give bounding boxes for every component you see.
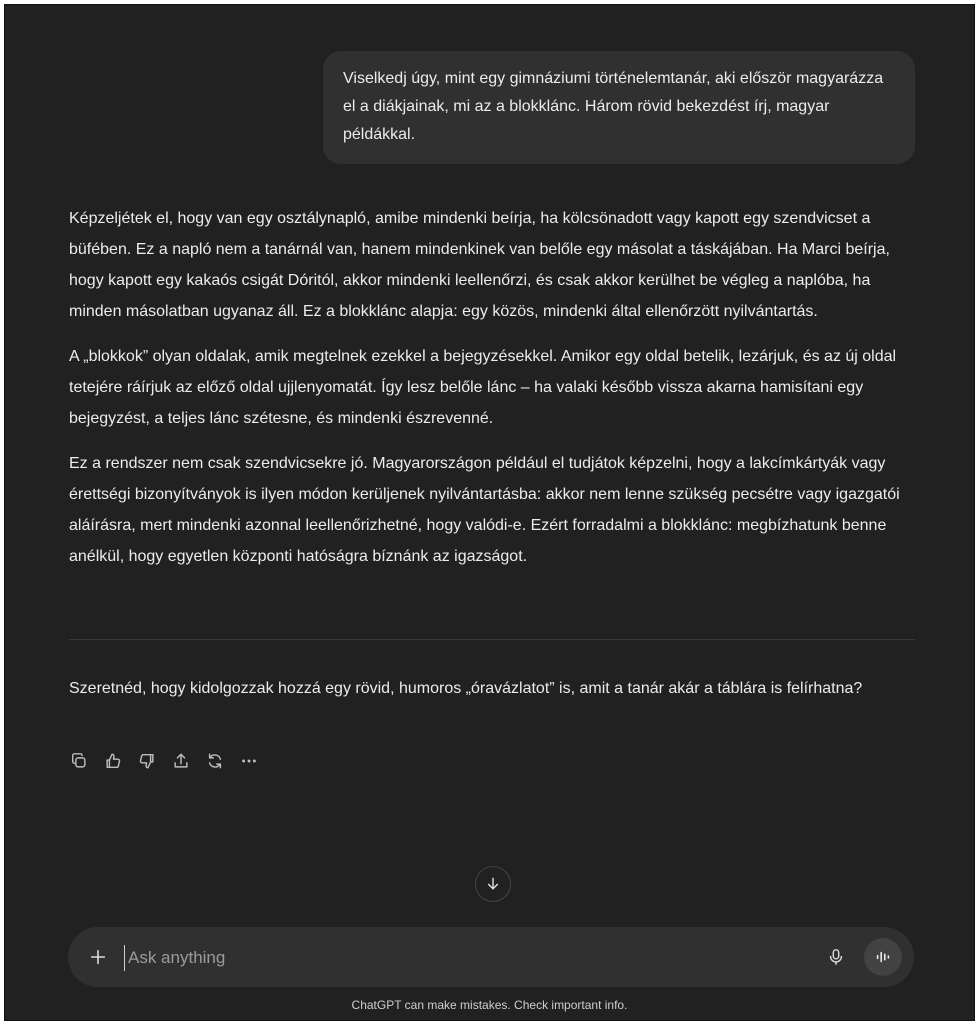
user-message-bubble [323, 51, 915, 164]
copy-icon[interactable] [67, 749, 91, 773]
thumbs-up-icon[interactable] [101, 749, 125, 773]
arrow-down-icon [485, 876, 501, 892]
assistant-paragraph-2: A „blokkok” olyan oldalak, amik megtelnek ezekkel a bejegyzésekkel. Amikor egy oldal betelik, lezárjuk, és az új oldal tetejére ráírjuk az előző oldal ujjlenyomatát. Így lesz belőle lánc – ha valaki később vissza akarna hamisítani egy bejegyzést, a teljes lánc szétesne, és mindenki észrevenné. [69, 348, 897, 427]
prompt-composer [68, 927, 914, 987]
assistant-followup-question: Szeretnéd, hogy kidolgozzak hozzá egy rövid, humoros „óravázlatot” is, amit a tanár akár a táblára is felírhatna? [69, 680, 863, 697]
voice-mode-icon[interactable] [864, 938, 902, 976]
assistant-paragraph-3: Ez a rendszer nem csak szendvicsekre jó. Magyarországon például el tudjátok képzelni, hogy a lakcímkártyák vagy érettségi bizonyítványok is ilyen módon kerüljenek nyilvántartásba: akkor nem lenne szükség pecsétre vagy igazgatói aláírásra, mert mindenki azonnal leellenőrizhetné, hogy valódi-e. Ezért forradalmi a blokklánc: megbízhatunk benne anélkül, hogy egyetlen központi hatóságra bíznánk az igazságot. [69, 455, 900, 565]
microphone-icon[interactable] [824, 945, 848, 969]
scroll-to-bottom-button[interactable] [475, 866, 511, 902]
message-action-bar [67, 749, 261, 773]
user-message-text: Viselkedj úgy, mint egy gimnáziumi történelemtanár, aki először magyarázza el a diákjainak, mi az a blokklánc. Három rövid bekezdést írj, magyar példákkal. [343, 70, 884, 143]
assistant-response [69, 203, 915, 586]
plus-icon[interactable] [86, 945, 110, 969]
chat-window [4, 4, 975, 1021]
response-divider [69, 639, 915, 640]
thumbs-down-icon[interactable] [135, 749, 159, 773]
share-icon[interactable] [169, 749, 193, 773]
regenerate-icon[interactable] [203, 749, 227, 773]
more-icon[interactable] [237, 749, 261, 773]
disclaimer-text: ChatGPT can make mistakes. Check important info. [351, 998, 628, 1012]
prompt-input[interactable] [124, 945, 770, 971]
assistant-paragraph-1: Képzeljétek el, hogy van egy osztálynapló, amibe mindenki beírja, ha kölcsönadott vagy kapott egy szendvicset a büfében. Ez a napló nem a tanárnál van, hanem mindenkinek van belőle egy másolat a táskájában. Ha Marci beírja, hogy kapott egy kakaós csigát Dóritól, akkor mindenki leellenőrzi, és csak akkor kerülhet be végleg a naplóba, ha minden másolatban ugyanaz áll. Ez a blokklánc alapja: egy közös, mindenki által ellenőrzött nyilvántartás. [69, 210, 890, 320]
